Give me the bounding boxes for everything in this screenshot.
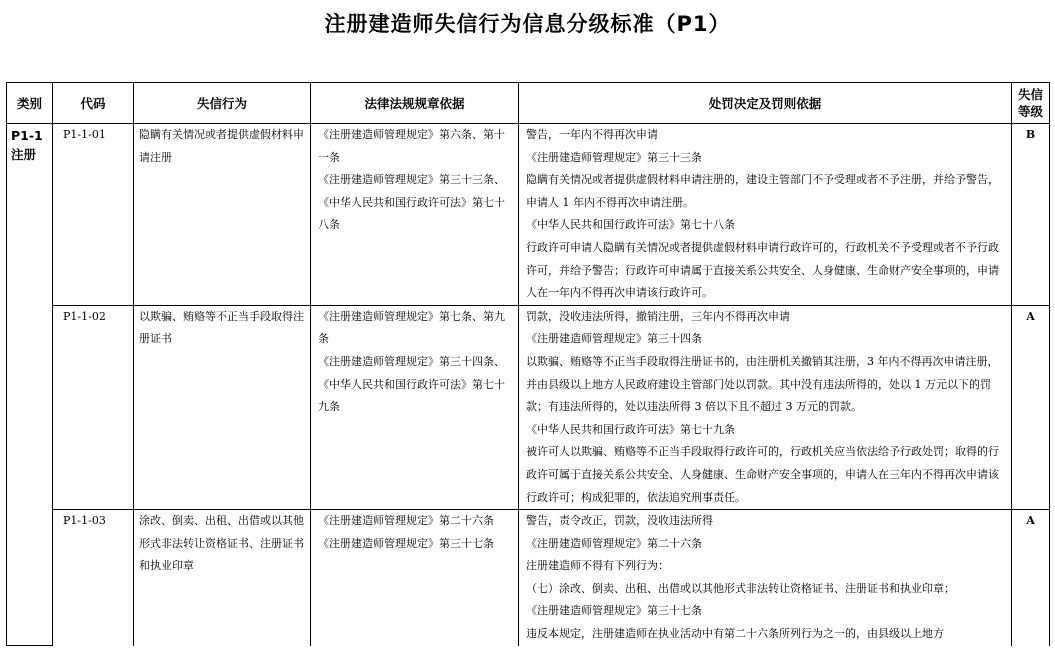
level-cell: A (1012, 305, 1050, 509)
header-penalty: 处罚决定及罚则依据 (519, 83, 1012, 124)
category-code: P1-1 (11, 128, 43, 143)
table-header-row (7, 83, 1050, 124)
basis-line: 《注册建造师管理规定》第三十七条 (318, 536, 494, 550)
behavior-cell: 涂改、倒卖、出租、出借或以其他形式非法转让资格证书、注册证书和执业印章 (134, 510, 311, 646)
penalty-line: 罚款，没收违法所得，撤销注册，三年内不得再次申请 (526, 309, 790, 323)
basis-cell (311, 510, 519, 646)
penalty-line: 行政许可申请人隐瞒有关情况或者提供虚假材料申请行政许可的，行政机关不予受理或者不予行政许可，并给予警告；行政许可申请属于直接关系公共安全、人身健康、生命财产安全事项的，申请人在一年内不得再次申请该行政许可。 (526, 240, 999, 300)
code-cell: P1-1-01 (53, 124, 134, 306)
basis-line: 《注册建造师管理规定》第三十三条、《中华人民共和国行政许可法》第七十八条 (318, 173, 505, 232)
penalty-line: 被许可人以欺骗、贿赂等不正当手段取得行政许可的，行政机关应当依法给予行政处罚；取得的行政许可属于直接关系公共安全、人身健康、生命财产安全事项的，申请人在三年内不得再次申请该行政许可；构成犯罪的，依法追究刑事责任。 (526, 445, 999, 504)
basis-line: 《注册建造师管理规定》第六条、第十一条 (318, 128, 505, 164)
category-cell (7, 124, 53, 646)
header-category: 类别 (7, 83, 53, 124)
table-row (7, 510, 1050, 646)
code-cell: P1-1-03 (53, 510, 134, 646)
penalty-cell (519, 124, 1012, 306)
penalty-line: （七）涂改、倒卖、出租、出借或以其他形式非法转让资格证书、注册证书和执业印章； (526, 581, 955, 595)
behavior-cell: 隐瞒有关情况或者提供虚假材料申请注册 (134, 124, 311, 306)
header-level-line2: 等级 (1017, 104, 1043, 119)
penalty-line: 《中华人民共和国行政许可法》第七十九条 (526, 422, 735, 436)
penalty-line: 隐瞒有关情况或者提供虚假材料申请注册的，建设主管部门不予受理或者不予注册，并给予警告，申请人 1 年内不得再次申请注册。 (526, 173, 999, 209)
page-title: 注册建造师失信行为信息分级标准（P1） (324, 12, 731, 36)
penalty-line: 注册建造师不得有下列行为： (526, 559, 669, 573)
table-row (7, 305, 1050, 509)
penalty-line: 《中华人民共和国行政许可法》第七十八条 (526, 218, 735, 232)
level-cell: A (1012, 510, 1050, 646)
header-behavior: 失信行为 (134, 83, 311, 124)
header-level (1012, 83, 1050, 124)
penalty-line: 《注册建造师管理规定》第三十四条 (526, 332, 702, 346)
basis-line: 《注册建造师管理规定》第二十六条 (318, 514, 494, 528)
penalty-line: 以欺骗、贿赂等不正当手段取得注册证书的，由注册机关撤销其注册，3 年内不得再次申请注册，并由县级以上地方人民政府建设主管部门处以罚款。其中没有违法所得的，处以 1 万元以下的罚款；有违法所得的，处以违法所得 3 倍以下且不超过 3 万元的罚款。 (526, 354, 999, 414)
code-cell: P1-1-02 (53, 305, 134, 509)
basis-cell (311, 305, 519, 509)
penalty-line: 《注册建造师管理规定》第二十六条 (526, 536, 702, 550)
penalty-line: 警告，责令改正，罚款，没收违法所得 (526, 514, 713, 528)
standards-table (6, 82, 1050, 646)
category-name: 注册 (11, 147, 37, 162)
basis-line: 《注册建造师管理规定》第七条、第九条 (318, 309, 505, 346)
header-level-line1: 失信 (1017, 87, 1043, 102)
level-cell: B (1012, 124, 1050, 306)
header-code: 代码 (53, 83, 134, 124)
penalty-line: 违反本规定，注册建造师在执业活动中有第二十六条所列行为之一的，由县级以上地方 (526, 627, 944, 641)
penalty-line: 《注册建造师管理规定》第三十三条 (526, 150, 702, 164)
basis-cell (311, 124, 519, 306)
behavior-cell: 以欺骗、贿赂等不正当手段取得注册证书 (134, 305, 311, 509)
table-row (7, 124, 1050, 306)
basis-line: 《注册建造师管理规定》第三十四条、《中华人民共和国行政许可法》第七十九条 (318, 354, 505, 414)
penalty-cell (519, 305, 1012, 509)
penalty-line: 《注册建造师管理规定》第三十七条 (526, 604, 702, 618)
penalty-cell (519, 510, 1012, 646)
penalty-line: 警告，一年内不得再次申请 (526, 128, 658, 141)
header-legal-basis: 法律法规规章依据 (311, 83, 519, 124)
